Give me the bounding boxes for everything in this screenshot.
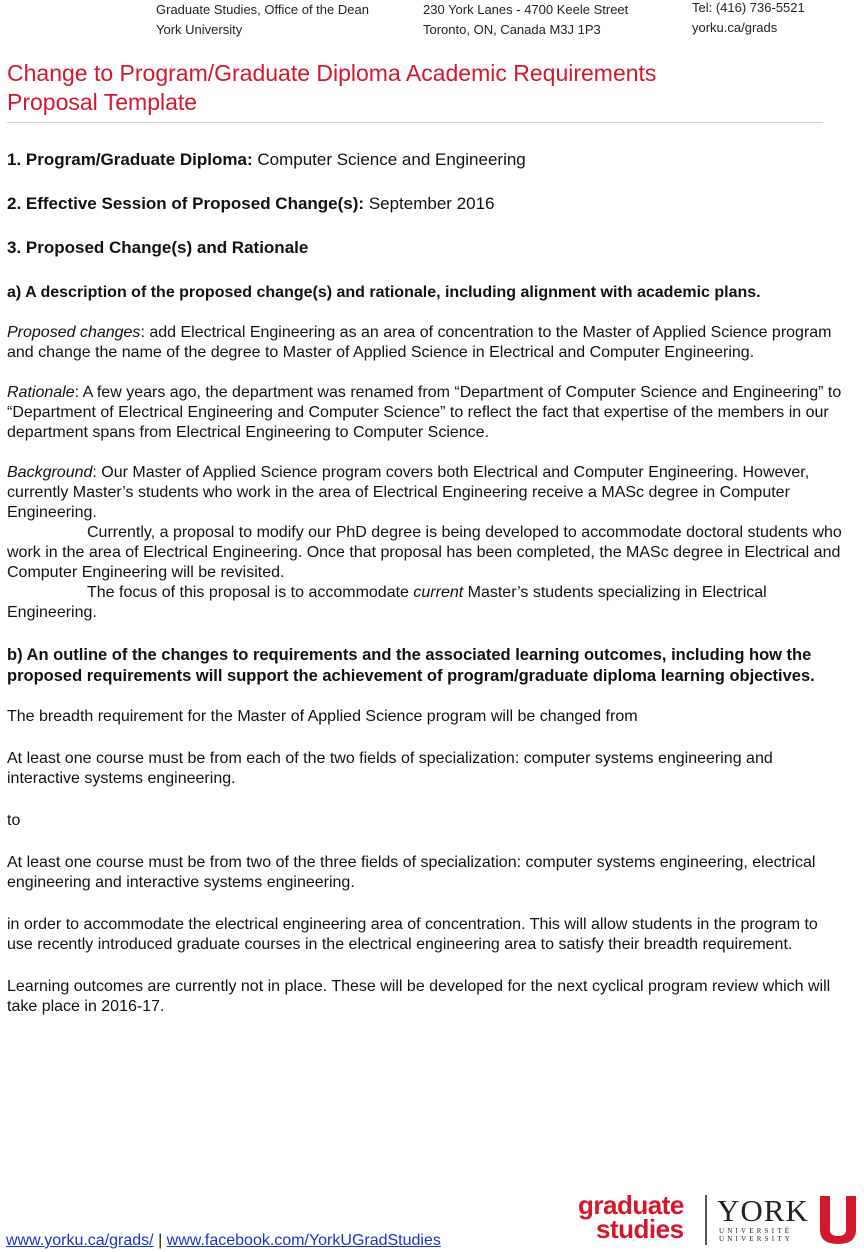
background-text: : Our Master of Applied Science program covers both Electrical and Computer Engineering. However, currently Master’s students who work in the area of Electrical Engineering receive a MASc degree in Computer Engineering.: [7, 464, 810, 521]
background-paragraph: [7, 463, 847, 523]
logo-universite: UNIVERSITÉ: [719, 1227, 793, 1235]
background-paragraph-3: [7, 583, 847, 623]
header-website: yorku.ca/grads: [692, 20, 778, 35]
part-b-paragraph-3: to: [7, 812, 21, 829]
proposed-changes-paragraph: [7, 323, 847, 363]
header-contact: [692, 0, 805, 38]
header-address-line2: Toronto, ON, Canada M3J 1P3: [423, 22, 601, 37]
logo-university: UNIVERSITY: [719, 1235, 793, 1243]
rationale-label: Rationale: [7, 384, 75, 401]
proposed-changes-label: Proposed changes: [7, 324, 141, 341]
logo-studies: studies: [596, 1214, 684, 1244]
footer-separator: |: [158, 1232, 163, 1249]
part-b-paragraph-1: The breadth requirement for the Master of Applied Science program will be changed from: [7, 708, 638, 725]
footer-links: [6, 1231, 441, 1251]
header-phone: Tel: (416) 736-5521: [692, 0, 805, 15]
part-a-heading: a) A description of the proposed change(s) and rationale, including alignment with academic plans.: [7, 284, 761, 301]
section-1: [7, 149, 847, 171]
rationale-text: : A few years ago, the department was renamed from “Department of Computer Science and Engineering” to “Department of Electrical Engineering and Computer Science” to reflect the fact that expertise of the members in our department spans from Electrical Engineering to Computer Science.: [7, 384, 842, 441]
page-title-line1: Change to Program/Graduate Diploma Academic Requirements: [7, 60, 657, 86]
background-label: Background: [7, 464, 93, 481]
document-body: [7, 149, 847, 1017]
page-title-line2: Proposal Template: [7, 89, 198, 115]
proposed-changes-text: : add Electrical Engineering as an area of concentration to the Master of Applied Science program and change the name of the degree to Master of Applied Science in Electrical and Computer Engineering.: [7, 324, 832, 361]
header-address-line1: 230 York Lanes - 4700 Keele Street: [423, 2, 629, 17]
part-b-paragraph-6: Learning outcomes are currently not in place. These will be developed for the next cyclical program review which will take place in 2016-17.: [7, 978, 831, 1015]
page-title: [7, 59, 807, 117]
part-b-heading: b) An outline of the changes to requirements and the associated learning outcomes, including how the proposed requirements will support the achievement of program/graduate diploma learning objectives.: [7, 646, 815, 685]
logo-universite-university: [719, 1227, 793, 1243]
section-1-label: 1. Program/Graduate Diploma:: [7, 150, 253, 169]
graduate-studies-wordmark: [578, 1190, 684, 1244]
logo-york: YORK: [717, 1193, 809, 1228]
logo-graduate: graduate: [578, 1190, 684, 1220]
section-2-label: 2. Effective Session of Proposed Change(s):: [7, 194, 365, 213]
part-b-paragraph-4: At least one course must be from two of the three fields of specialization: computer systems engineering, electrical engineering and interactive systems engineering.: [7, 854, 816, 891]
footer-grads-link[interactable]: www.yorku.ca/grads/: [6, 1232, 154, 1249]
header-office-line2: York University: [156, 22, 243, 37]
background-paragraph-2-text: Currently, a proposal to modify our PhD degree is being developed to accommodate doctoral students who work in the area of Electrical Engineering. Once that proposal has been completed, the MASc degree in Electrical and Computer Engineering will be revisited.: [7, 524, 842, 581]
background-paragraph-3-emphasis: current: [413, 584, 464, 601]
background-paragraph-3-after: Master’s students specializing in Electrical Engineering.: [7, 584, 767, 621]
header-office: [156, 0, 369, 40]
part-b-paragraph-5: in order to accommodate the electrical engineering area of concentration. This will allow students in the program to use recently introduced graduate courses in the electrical engineering area to satisfy their breadth requirement.: [7, 916, 818, 953]
section-1-value: Computer Science and Engineering: [257, 150, 526, 169]
logo-divider: [705, 1195, 707, 1245]
york-u-icon: [820, 1196, 856, 1244]
title-divider: [7, 122, 823, 123]
header-address: [423, 0, 628, 40]
section-2: [7, 193, 847, 215]
graduate-studies-york-logo: [578, 1190, 860, 1249]
section-2-value: September 2016: [368, 194, 495, 213]
header-office-line1: Graduate Studies, Office of the Dean: [156, 2, 369, 17]
background-paragraph-2: [7, 523, 847, 583]
part-b-paragraph-2: At least one course must be from each of the two fields of specialization: computer systems engineering and interactive systems engineering.: [7, 750, 773, 787]
rationale-paragraph: [7, 383, 847, 443]
section-3-heading: 3. Proposed Change(s) and Rationale: [7, 238, 309, 257]
background-paragraph-3-before: The focus of this proposal is to accommodate: [87, 584, 414, 601]
footer-facebook-link[interactable]: www.facebook.com/YorkUGradStudies: [166, 1232, 441, 1249]
